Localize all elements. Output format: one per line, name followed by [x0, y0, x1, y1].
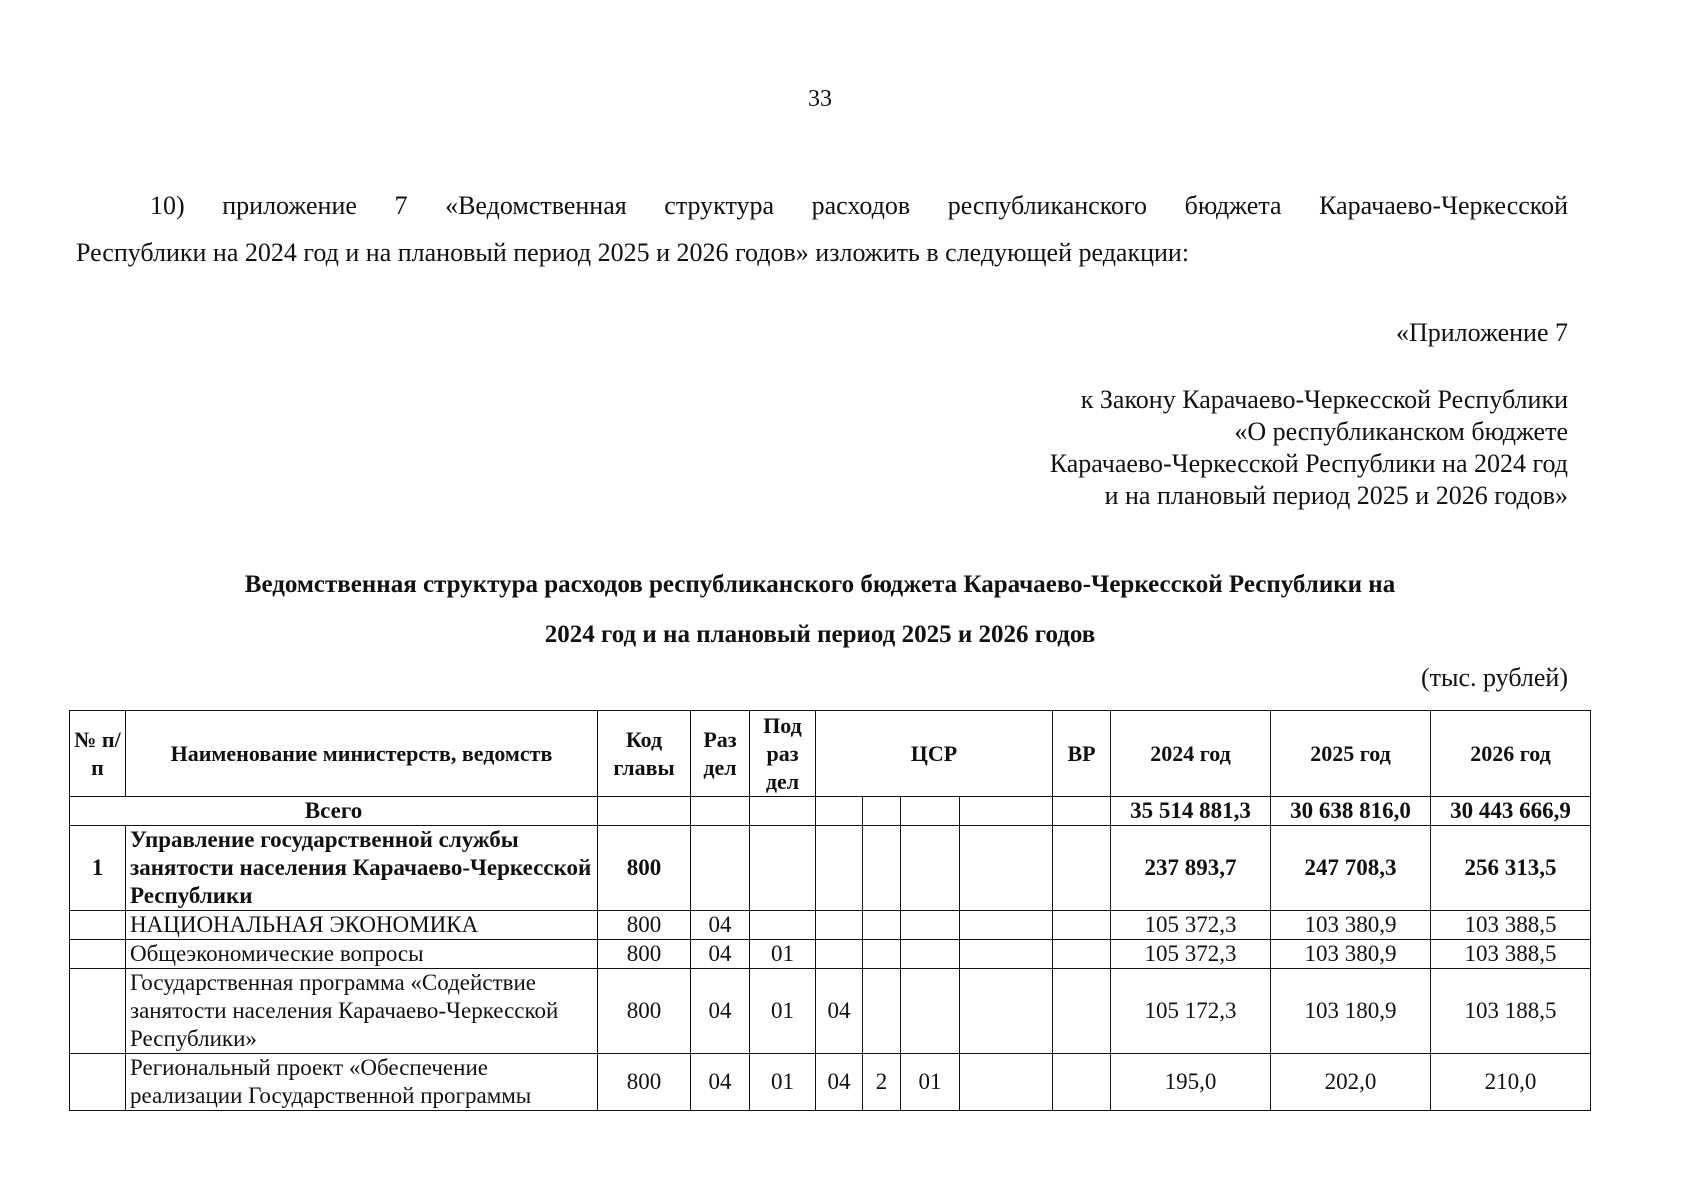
row-2025: 103 180,9	[1271, 969, 1431, 1054]
row-section: 04	[691, 969, 750, 1054]
table-cell	[598, 797, 691, 826]
intro-line-2: Республики на 2024 год и на плановый период 2025 и 2026 годов» изложить в следующей редакции:	[76, 238, 1190, 267]
row-csr-element: 01	[901, 1054, 960, 1111]
table-row	[70, 940, 1591, 969]
row-name: Государственная программа «Содействие занятости населения Карачаево-Черкесской Республики»	[126, 969, 598, 1054]
row-csr-element	[901, 911, 960, 940]
row-num: 1	[70, 826, 126, 911]
row-csr-type	[863, 911, 901, 940]
table-cell	[691, 797, 750, 826]
header-subsection: Под раз дел	[750, 711, 816, 797]
row-2026: 256 313,5	[1431, 826, 1591, 911]
row-2026: 103 388,5	[1431, 940, 1591, 969]
total-row	[70, 797, 1591, 826]
row-csr-direction	[960, 940, 1053, 969]
row-name: Региональный проект «Обеспечение реализации Государственной программы	[126, 1054, 598, 1111]
header-2025: 2025 год	[1271, 711, 1431, 797]
table-row	[70, 1054, 1591, 1111]
row-2024: 237 893,7	[1111, 826, 1271, 911]
table-row	[70, 911, 1591, 940]
row-num	[70, 1054, 126, 1111]
row-2025: 103 380,9	[1271, 940, 1431, 969]
row-code: 800	[598, 969, 691, 1054]
row-2025: 247 708,3	[1271, 826, 1431, 911]
row-name: НАЦИОНАЛЬНАЯ ЭКОНОМИКА	[126, 911, 598, 940]
row-code: 800	[598, 826, 691, 911]
row-name: Общеэкономические вопросы	[126, 940, 598, 969]
row-2024: 195,0	[1111, 1054, 1271, 1111]
table-cell	[816, 797, 863, 826]
row-num	[70, 969, 126, 1054]
header-2026: 2026 год	[1431, 711, 1591, 797]
header-vr: ВР	[1053, 711, 1111, 797]
header-section: Раз дел	[691, 711, 750, 797]
row-csr-type: 2	[863, 1054, 901, 1111]
row-num	[70, 911, 126, 940]
row-2026: 103 188,5	[1431, 969, 1591, 1054]
row-csr-type	[863, 969, 901, 1054]
table-cell	[1053, 797, 1111, 826]
appendix-title: «Приложение 7	[1395, 318, 1568, 347]
row-section: 04	[691, 911, 750, 940]
row-csr-direction	[960, 826, 1053, 911]
total-2024: 35 514 881,3	[1111, 797, 1271, 826]
header-2024: 2024 год	[1111, 711, 1271, 797]
row-vr	[1053, 826, 1111, 911]
row-subsection: 01	[750, 940, 816, 969]
table-cell	[901, 797, 960, 826]
document-title	[150, 560, 1490, 660]
table-row	[70, 826, 1591, 911]
law-ref-line-3: Карачаево-Черкесской Республики на 2024 год	[1049, 449, 1568, 478]
law-reference	[1050, 384, 1568, 512]
row-csr-element	[901, 940, 960, 969]
header-name: Наименование министерств, ведомств	[126, 711, 598, 797]
row-num	[70, 940, 126, 969]
row-2025: 202,0	[1271, 1054, 1431, 1111]
row-2024: 105 372,3	[1111, 911, 1271, 940]
row-name: Управление государственной службы занятости населения Карачаево-Черкесской Республики	[126, 826, 598, 911]
header-num: № п/п	[70, 711, 126, 797]
row-csr-program: 04	[816, 969, 863, 1054]
row-code: 800	[598, 940, 691, 969]
header-csr: ЦСР	[816, 711, 1053, 797]
document-title-line-2: 2024 год и на плановый период 2025 и 2026 годов	[544, 621, 1096, 648]
law-ref-line-2: «О республиканском бюджете	[1234, 417, 1568, 446]
row-vr	[1053, 940, 1111, 969]
row-csr-direction	[960, 969, 1053, 1054]
row-2026: 210,0	[1431, 1054, 1591, 1111]
row-csr-direction	[960, 911, 1053, 940]
law-ref-line-4: и на плановый период 2025 и 2026 годов»	[1104, 481, 1568, 510]
row-csr-direction	[960, 1054, 1053, 1111]
document-title-line-1: Ведомственная структура расходов республиканского бюджета Карачаево-Черкесской Республики на	[244, 571, 1396, 598]
row-vr	[1053, 969, 1111, 1054]
page-number: 33	[808, 86, 832, 112]
row-csr-element	[901, 969, 960, 1054]
row-2024: 105 172,3	[1111, 969, 1271, 1054]
row-2026: 103 388,5	[1431, 911, 1591, 940]
law-ref-line-1: к Закону Карачаево-Черкесской Республики	[1080, 385, 1568, 414]
row-csr-program	[816, 911, 863, 940]
row-csr-type	[863, 940, 901, 969]
row-code: 800	[598, 1054, 691, 1111]
table-cell	[960, 797, 1053, 826]
row-subsection: 01	[750, 969, 816, 1054]
row-csr-program: 04	[816, 1054, 863, 1111]
units-label: (тыс. рублей)	[1420, 663, 1568, 692]
table-row	[70, 969, 1591, 1054]
budget-table	[69, 710, 1591, 1111]
row-csr-program	[816, 940, 863, 969]
header-code: Код главы	[598, 711, 691, 797]
row-vr	[1053, 911, 1111, 940]
row-csr-element	[901, 826, 960, 911]
table-cell	[863, 797, 901, 826]
row-csr-program	[816, 826, 863, 911]
table-cell	[750, 797, 816, 826]
row-subsection: 01	[750, 1054, 816, 1111]
total-2026: 30 443 666,9	[1431, 797, 1591, 826]
row-section	[691, 826, 750, 911]
total-label: Всего	[70, 797, 598, 826]
intro-paragraph	[76, 182, 1568, 276]
row-subsection	[750, 911, 816, 940]
row-2025: 103 380,9	[1271, 911, 1431, 940]
total-2025: 30 638 816,0	[1271, 797, 1431, 826]
row-subsection	[750, 826, 816, 911]
row-csr-type	[863, 826, 901, 911]
row-section: 04	[691, 1054, 750, 1111]
row-code: 800	[598, 911, 691, 940]
row-2024: 105 372,3	[1111, 940, 1271, 969]
intro-line-1: 10) приложение 7 «Ведомственная структура расходов республиканского бюджета Карачаево-Черкесской	[150, 191, 1568, 220]
row-vr	[1053, 1054, 1111, 1111]
table-header-row	[70, 711, 1591, 797]
row-section: 04	[691, 940, 750, 969]
